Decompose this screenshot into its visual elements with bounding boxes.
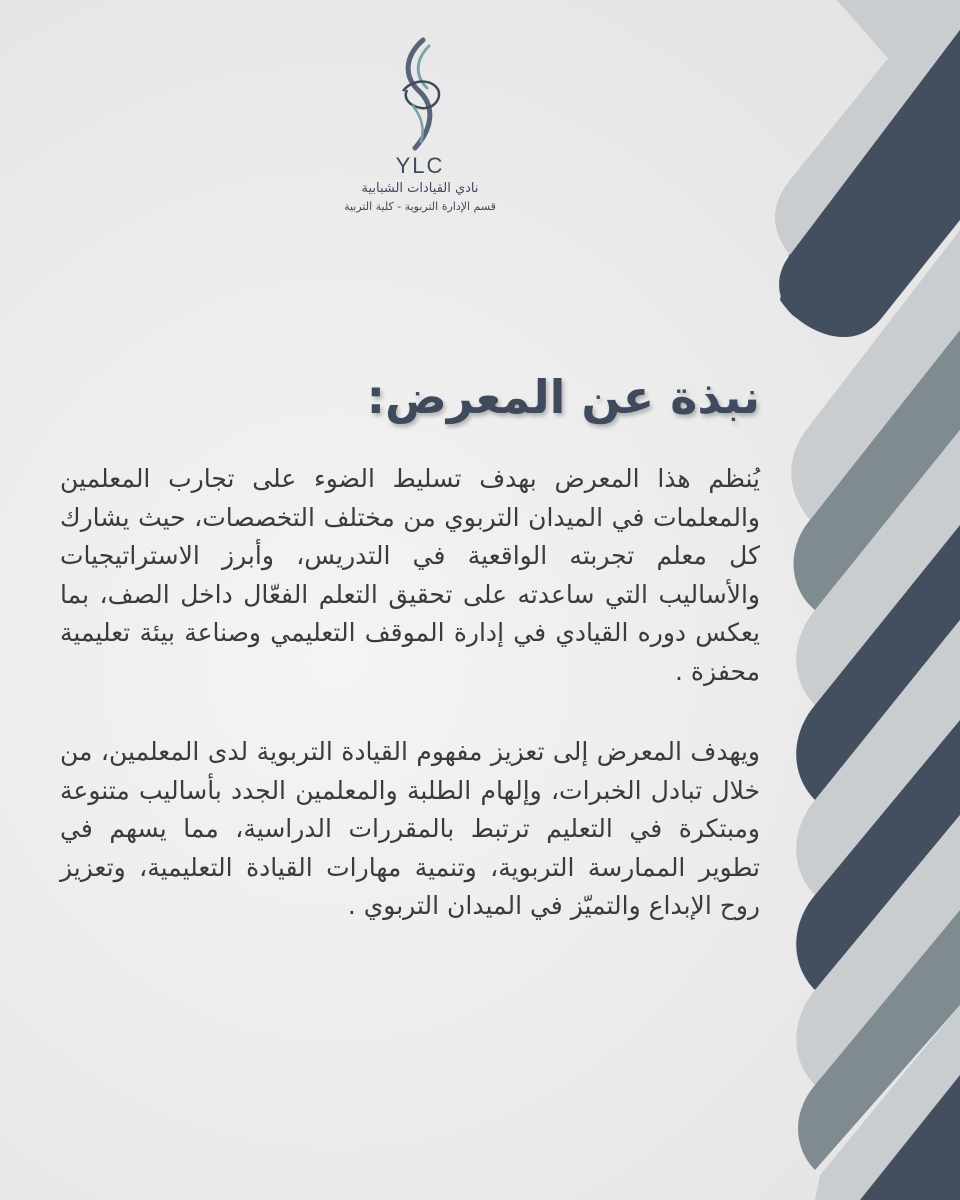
paragraph-1: يُنظم هذا المعرض بهدف تسليط الضوء على تجارب المعلمين والمعلمات في الميدان التربوي من مختلف التخصصات، حيث يشارك كل معلم تجربته الواقعية في التدريس، وأبرز الاستراتيجيات والأساليب التي ساعدته على تحقيق التعلم الفعّال داخل الصف، بما يعكس دوره القيادي في إدارة الموقف التعليمي وصناعة بيئة تعليمية محفزة . (60, 464, 760, 686)
stripe-dark-5 (860, 1075, 960, 1200)
stripe-dark-2 (779, 30, 960, 320)
stripe-light-4 (796, 620, 960, 895)
stripe-light-2 (791, 230, 960, 520)
page-title: نبذة عن المعرض: (366, 370, 760, 424)
stripe-dark-1 (780, 0, 960, 337)
stripe-mid-1 (794, 330, 960, 610)
department-name: قسم الإدارة التربوية - كلية التربية (344, 200, 496, 213)
brand-acronym: YLC (395, 153, 445, 178)
ylc-logo-icon (385, 36, 455, 151)
stripe-band (835, 0, 960, 140)
stripe-dark-3 (796, 525, 960, 800)
stripe-light-1 (835, 0, 960, 140)
stripe-light-5 (796, 815, 960, 1085)
logo-block (300, 36, 540, 213)
stripe-light-top (775, 0, 960, 255)
stripe-mid-2 (798, 910, 960, 1170)
paragraph-2: ويهدف المعرض إلى تعزيز مفهوم القيادة التربوية لدى المعلمين، من خلال تبادل الخبرات، وإلهام الطلبة والمعلمين الجدد بأساليب متنوعة ومبتكرة في التعليم ترتبط بالمقررات الدراسية، مما يسهم في تطوير الممارسة التربوية، وتنمية مهارات القيادة التعليمية، وتعزيز روح الإبداع والتميّز في الميدان التربوي . (60, 737, 760, 920)
club-name: نادي القيادات الشبابية (361, 181, 479, 196)
stripe-light-6 (815, 1005, 960, 1200)
stripe-dark-4 (796, 720, 960, 990)
stripe-light-3 (796, 430, 960, 705)
main-content (60, 370, 760, 926)
